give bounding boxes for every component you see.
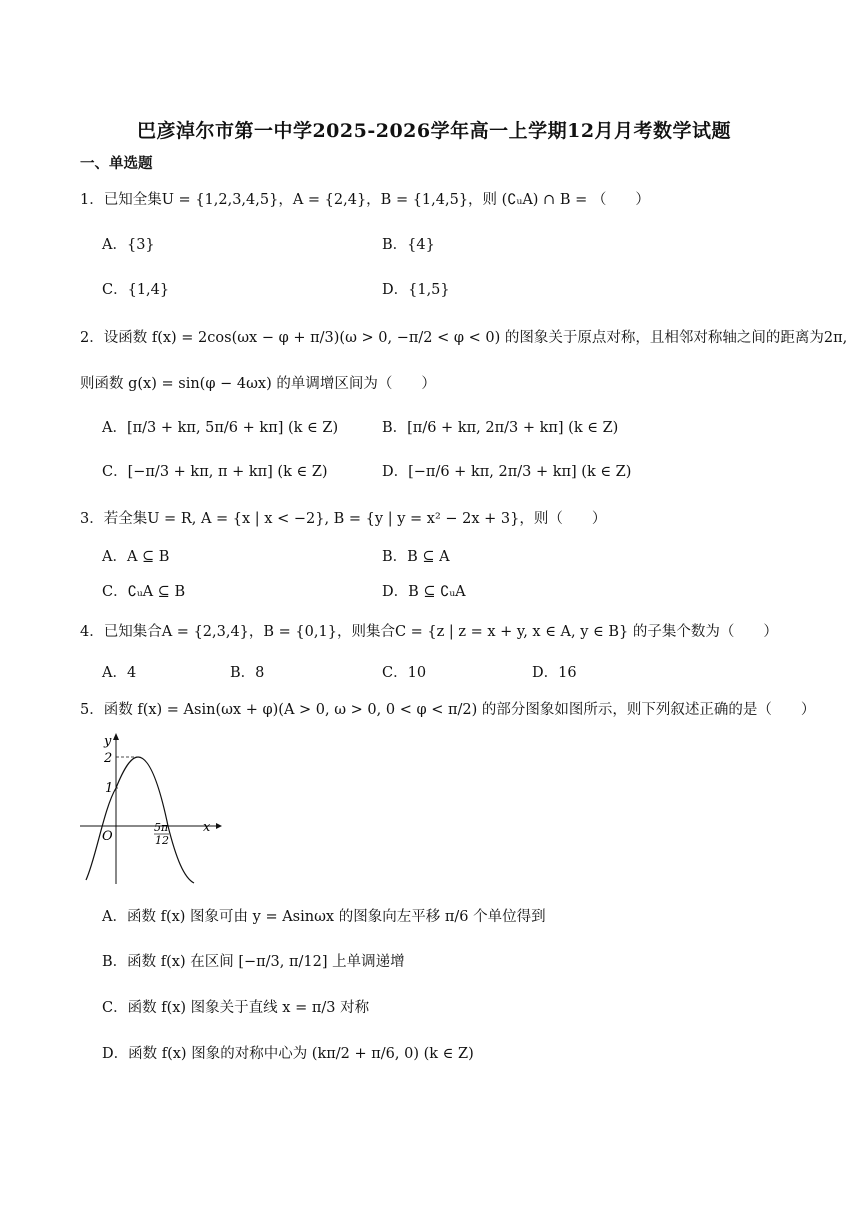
x-tick-denominator: 12 xyxy=(155,834,169,847)
sine-graph-figure xyxy=(76,728,226,886)
q4-option-b: B．8 xyxy=(230,665,265,681)
q4-option-c: C．10 xyxy=(382,665,427,681)
y-tick-2-label: 2 xyxy=(104,751,113,766)
y-axis-arrow xyxy=(113,733,119,740)
question-2-stem-line2: 则函数 g(x) = sin(φ − 4ωx) 的单调增区间为（ ） xyxy=(80,376,436,392)
question-5-stem: 5．函数 f(x) = Asin(ωx + φ)(A > 0, ω > 0, 0 < φ < π/2) 的部分图象如图所示，则下列叙述正确的是（ ） xyxy=(80,702,816,718)
question-4-stem: 4．已知集合A = {2,3,4}，B = {0,1}，则集合C = {z | z = x + y, x ∈ A, y ∈ B} 的子集个数为（ ） xyxy=(80,624,778,640)
q2-option-b: B．[π/6 + kπ, 2π/3 + kπ] (k ∈ Z) xyxy=(382,420,619,436)
q3-option-a: A．A ⊆ B xyxy=(102,549,170,565)
q2-option-d: D．[−π/6 + kπ, 2π/3 + kπ] (k ∈ Z) xyxy=(382,464,632,480)
q1-option-d: D．{1,5} xyxy=(382,282,450,298)
y-axis-label: y xyxy=(104,734,112,749)
q4-option-a: A．4 xyxy=(102,665,137,681)
x-axis-arrow xyxy=(216,823,222,829)
question-2-stem: 2．设函数 f(x) = 2cos(ωx − φ + π/3)(ω > 0, −π/2 < φ < 0) 的图象关于原点对称，且相邻对称轴之间的距离为2π, xyxy=(80,330,848,346)
q3-option-c: C．∁ᵤA ⊆ B xyxy=(102,584,186,600)
q2-option-c: C．[−π/3 + kπ, π + kπ] (k ∈ Z) xyxy=(102,464,328,480)
page-title: 巴彦淖尔市第一中学2025-2026学年高一上学期12月月考数学试题 xyxy=(136,120,732,142)
q1-option-a: A．{3} xyxy=(102,237,155,253)
q5-option-a: A．函数 f(x) 图象可由 y = Asinωx 的图象向左平移 π/6 个单位得到 xyxy=(102,909,546,925)
x-tick-numerator: 5π xyxy=(154,821,169,834)
q1-option-c: C．{1,4} xyxy=(102,282,170,298)
x-axis-label: x xyxy=(203,820,211,835)
q2-option-a: A．[π/3 + kπ, 5π/6 + kπ] (k ∈ Z) xyxy=(102,420,339,436)
section-heading: 一、单选题 xyxy=(80,155,153,172)
question-1-stem: 1．已知全集U = {1,2,3,4,5}，A = {2,4}，B = {1,4,5}，则 (∁ᵤA) ∩ B = （ ） xyxy=(80,192,650,208)
q1-option-b: B．{4} xyxy=(382,237,435,253)
q5-option-c: C．函数 f(x) 图象关于直线 x = π/3 对称 xyxy=(102,1000,370,1016)
question-3-stem: 3．若全集U = R, A = {x | x < −2}, B = {y | y = x² − 2x + 3}，则（ ） xyxy=(80,511,607,527)
y-tick-1-label: 1 xyxy=(105,781,114,796)
origin-label: O xyxy=(102,829,113,844)
q5-option-b: B．函数 f(x) 在区间 [−π/3, π/12] 上单调递增 xyxy=(102,954,405,970)
q3-option-d: D．B ⊆ ∁ᵤA xyxy=(382,584,466,600)
q5-option-d: D．函数 f(x) 图象的对称中心为 (kπ/2 + π/6, 0) (k ∈ Z) xyxy=(102,1046,474,1062)
q3-option-b: B．B ⊆ A xyxy=(382,549,450,565)
q4-option-d: D．16 xyxy=(532,665,577,681)
sine-curve xyxy=(86,757,194,883)
